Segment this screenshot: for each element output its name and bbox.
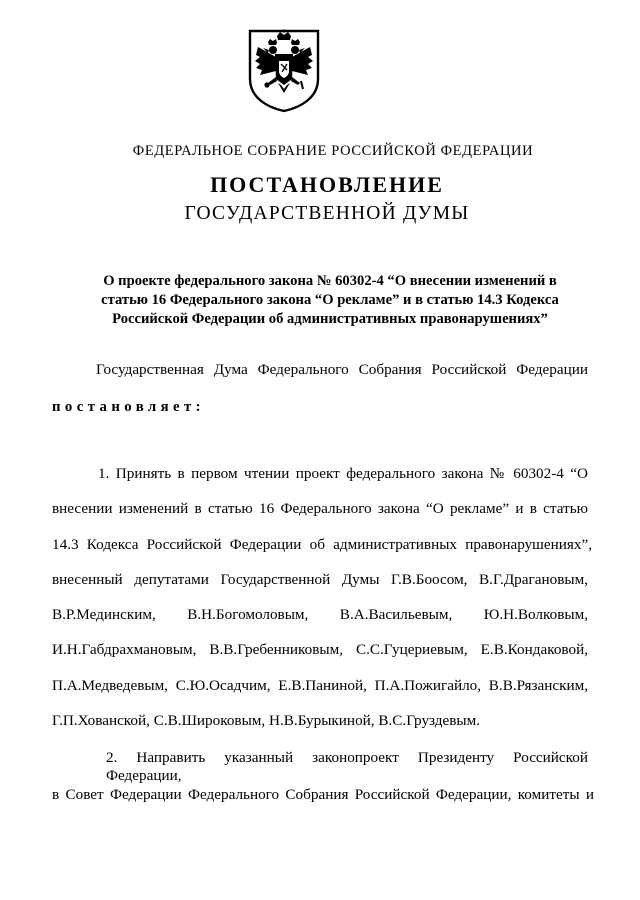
- issuer-heading: ГОСУДАРСТВЕННОЙ ДУМЫ: [184, 203, 470, 224]
- preamble-text: Государственная Дума Федерального Собрания Российской Федерации: [96, 361, 588, 378]
- doc-type-heading: ПОСТАНОВЛЕНИЕ: [210, 172, 444, 197]
- paragraph-1-line: внесенный депутатами Государственной Думы Г.В.Боосом, В.Г.Драгановым,: [52, 571, 588, 588]
- paragraph-1-line: П.А.Медведевым, С.Ю.Осадчим, Е.В.Паниной, П.А.Пожигайло, В.В.Рязанским,: [52, 677, 588, 694]
- decree-word: постановляет:: [52, 399, 205, 415]
- title-line: Российской Федерации об административных правонарушениях”: [112, 311, 548, 327]
- paragraph-1-line: В.Р.Мединским, В.Н.Богомоловым, В.А.Васильевым, Ю.Н.Волковым,: [52, 606, 588, 623]
- paragraph-2-line: в Совет Федерации Федерального Собрания Российской Федерации, комитеты и: [52, 786, 594, 803]
- title-line: О проекте федерального закона № 60302-4 “О внесении изменений в: [103, 273, 557, 289]
- paragraph-1-line: 1. Принять в первом чтении проект федерального закона № 60302-4 “О: [98, 465, 588, 482]
- paragraph-1-line: внесении изменений в статью 16 Федерального закона “О рекламе” и в статью: [52, 500, 588, 517]
- paragraph-1-line: Г.П.Хованской, С.В.Широковым, Н.В.Бурыкиной, В.С.Груздевым.: [52, 712, 481, 729]
- russian-coat-of-arms-icon: [246, 27, 322, 113]
- paragraph-2-line: 2. Направить указанный законопроект Президенту Российской Федерации,: [106, 749, 588, 784]
- title-line: статью 16 Федерального закона “О рекламе” и в статью 14.3 Кодекса: [101, 292, 559, 308]
- paragraph-1-line: И.Н.Габдрахмановым, В.В.Гребенниковым, С.С.Гуцериевым, Е.В.Кондаковой,: [52, 641, 588, 658]
- paragraph-1-line: 14.3 Кодекса Российской Федерации об административных правонарушениях”,: [52, 536, 592, 553]
- org-name: ФЕДЕРАЛЬНОЕ СОБРАНИЕ РОССИЙСКОЙ ФЕДЕРАЦИИ: [132, 143, 534, 159]
- resolution-title: [80, 272, 580, 329]
